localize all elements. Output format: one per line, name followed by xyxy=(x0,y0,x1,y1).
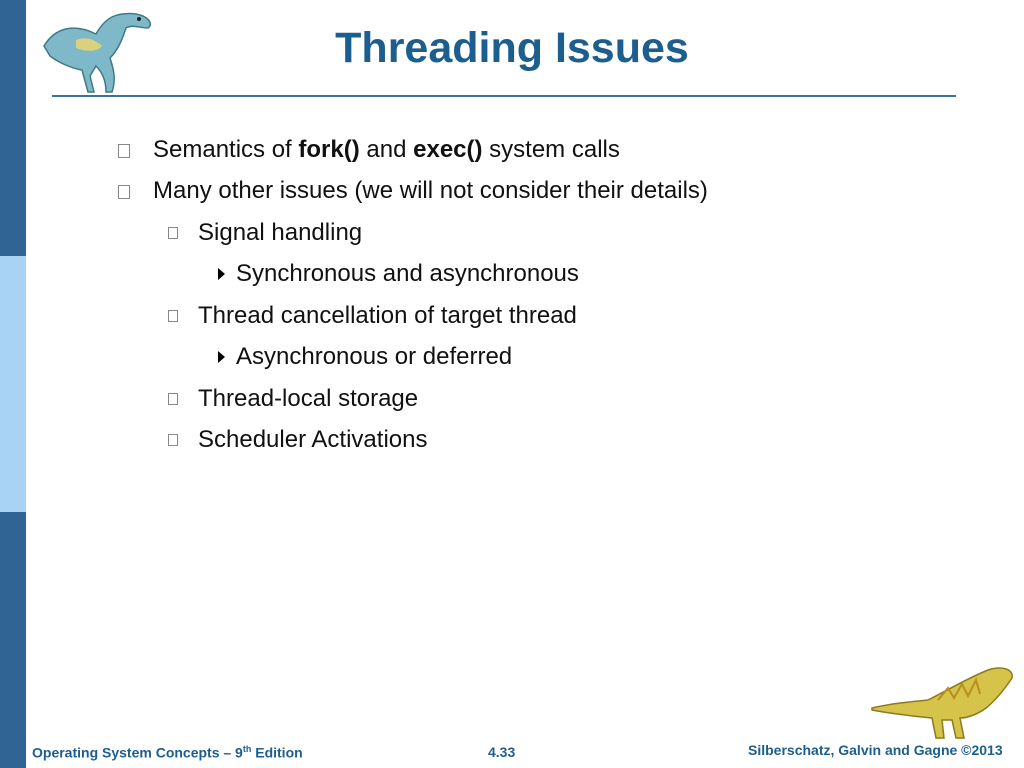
bullet-item: Many other issues (we will not consider their details) xyxy=(153,177,708,204)
title-divider xyxy=(52,95,956,97)
bullet-text-bold: exec() xyxy=(413,136,483,163)
bullet-item xyxy=(153,136,620,164)
slide-title: Threading Issues xyxy=(335,24,689,72)
triangle-bullet-icon xyxy=(218,351,225,363)
bullet-item: Asynchronous or deferred xyxy=(236,343,513,370)
footer-book-title xyxy=(32,744,303,761)
bullet-text: Semantics of xyxy=(153,136,299,163)
bullet-text-bold: fork() xyxy=(298,136,360,163)
dinosaur-logo-icon xyxy=(868,660,1018,742)
bullet-item: Thread-local storage xyxy=(198,385,419,412)
bullet-text: system calls xyxy=(482,136,620,163)
square-bullet-icon xyxy=(168,393,178,405)
bullet-item: Thread cancellation of target thread xyxy=(198,302,577,329)
footer-authors: Silberschatz, Galvin and Gagne ©2013 xyxy=(748,742,1003,758)
footer-book-title-prefix: Operating System Concepts – 9 xyxy=(32,744,243,761)
triangle-bullet-icon xyxy=(218,268,225,280)
bullet-item: Scheduler Activations xyxy=(198,426,428,453)
square-bullet-icon xyxy=(168,434,178,446)
square-bullet-icon xyxy=(118,185,130,199)
square-bullet-icon xyxy=(168,227,178,239)
square-bullet-icon xyxy=(118,144,130,158)
footer-book-title-sup: th xyxy=(242,744,252,754)
sidebar-highlight xyxy=(0,256,26,512)
bullet-item: Signal handling xyxy=(198,219,363,246)
square-bullet-icon xyxy=(168,310,178,322)
bullet-item: Synchronous and asynchronous xyxy=(236,260,579,287)
bullet-text: and xyxy=(359,136,414,163)
footer-page-number: 4.33 xyxy=(488,744,516,760)
footer-book-title-suffix: Edition xyxy=(251,744,303,761)
